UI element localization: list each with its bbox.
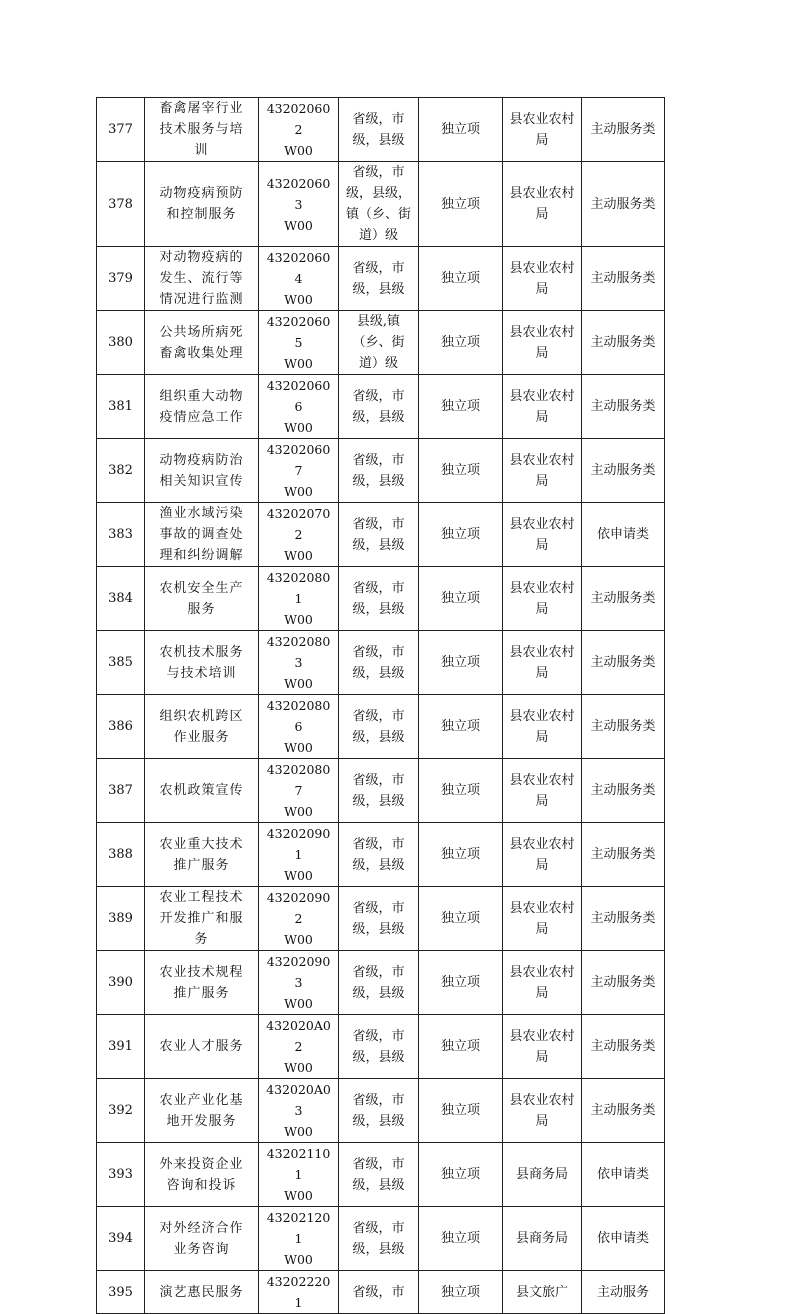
item-type: 独立项 (419, 1015, 503, 1079)
service-code-part: 432020807 (266, 762, 331, 798)
row-number: 390 (97, 951, 145, 1015)
service-code-part: W00 (284, 1252, 313, 1267)
service-code-part: W00 (284, 740, 313, 755)
table-row (97, 98, 665, 162)
service-code-part: 432020604 (266, 250, 331, 286)
table-row (97, 631, 665, 695)
department: 县农业农村局 (503, 567, 582, 631)
service-code-part: W00 (284, 356, 313, 371)
service-name: 畜禽屠宰行业技术服务与培训 (145, 98, 259, 162)
service-level: 省级，市级，县级 (339, 1079, 419, 1143)
row-number: 386 (97, 695, 145, 759)
service-code-part: 432020A02 (266, 1018, 331, 1054)
service-code (259, 162, 339, 247)
item-type: 独立项 (419, 1271, 503, 1314)
service-code-part: 432020901 (266, 826, 331, 862)
service-code-part: 432022201 (266, 1274, 331, 1310)
row-number: 388 (97, 823, 145, 887)
service-code-part: 432020603 (266, 175, 331, 212)
service-code-part: W00 (284, 420, 313, 435)
service-category: 主动服务类 (582, 695, 665, 759)
table-row (97, 567, 665, 631)
service-category: 依申请类 (582, 1207, 665, 1271)
table-row (97, 162, 665, 247)
row-number: 382 (97, 439, 145, 503)
service-code (259, 887, 339, 951)
service-level: 省级，市级，县级 (339, 439, 419, 503)
service-category: 主动服务类 (582, 247, 665, 311)
service-name: 农机政策宣传 (145, 759, 259, 823)
service-code-part: W00 (284, 676, 313, 691)
row-number: 378 (97, 162, 145, 247)
service-code-part: W00 (284, 1188, 313, 1203)
service-code (259, 631, 339, 695)
department: 县农业农村局 (503, 503, 582, 567)
department: 县商务局 (503, 1207, 582, 1271)
services-table-body (97, 98, 665, 1314)
service-code (259, 439, 339, 503)
item-type: 独立项 (419, 1207, 503, 1271)
service-level: 省级，市级，县级 (339, 503, 419, 567)
service-name: 农业人才服务 (145, 1015, 259, 1079)
row-number: 392 (97, 1079, 145, 1143)
service-name: 动物疫病预防和控制服务 (145, 162, 259, 247)
item-type: 独立项 (419, 567, 503, 631)
service-code (259, 1271, 339, 1314)
table-row (97, 247, 665, 311)
item-type: 独立项 (419, 311, 503, 375)
service-level: 县级,镇（乡、街道）级 (339, 311, 419, 375)
service-name: 动物疫病防治相关知识宣传 (145, 439, 259, 503)
table-row (97, 1143, 665, 1207)
service-code-part: 432020803 (266, 634, 331, 670)
service-level: 省级，市级，县级 (339, 823, 419, 887)
service-category: 主动服务类 (582, 567, 665, 631)
item-type: 独立项 (419, 247, 503, 311)
service-code-part: W00 (284, 548, 313, 563)
item-type: 独立项 (419, 375, 503, 439)
department: 县农业农村局 (503, 1015, 582, 1079)
service-code (259, 1207, 339, 1271)
service-name: 外来投资企业咨询和投诉 (145, 1143, 259, 1207)
table-row (97, 1015, 665, 1079)
service-category: 主动服务类 (582, 631, 665, 695)
table-row (97, 439, 665, 503)
table-row (97, 1207, 665, 1271)
service-level: 省级，市级，县级 (339, 567, 419, 631)
service-category: 主动服务类 (582, 162, 665, 247)
service-code (259, 695, 339, 759)
service-name: 农业技术规程推广服务 (145, 951, 259, 1015)
service-code-part: 432020605 (266, 314, 331, 350)
service-category: 依申请类 (582, 503, 665, 567)
service-code-part: 432020903 (266, 954, 331, 990)
table-row (97, 823, 665, 887)
service-category: 主动服务类 (582, 375, 665, 439)
department: 县农业农村局 (503, 951, 582, 1015)
service-name: 对外经济合作业务咨询 (145, 1207, 259, 1271)
row-number: 383 (97, 503, 145, 567)
service-code (259, 1079, 339, 1143)
service-level: 省级，市级，县级 (339, 631, 419, 695)
row-number: 394 (97, 1207, 145, 1271)
table-row (97, 311, 665, 375)
service-code-part: 432020602 (266, 101, 331, 137)
row-number: 393 (97, 1143, 145, 1207)
item-type: 独立项 (419, 759, 503, 823)
table-row (97, 759, 665, 823)
service-category: 主动服务类 (582, 887, 665, 951)
table-row (97, 1271, 665, 1314)
department: 县文旅广 (503, 1271, 582, 1314)
service-name: 农业工程技术开发推广和服务 (145, 887, 259, 951)
service-category: 主动服务类 (582, 311, 665, 375)
department: 县农业农村局 (503, 311, 582, 375)
service-code-part: W00 (284, 868, 313, 883)
service-category: 主动服务类 (582, 98, 665, 162)
service-category: 主动服务类 (582, 759, 665, 823)
service-code (259, 503, 339, 567)
department: 县农业农村局 (503, 823, 582, 887)
service-code-part: W00 (284, 1124, 313, 1139)
service-code-part: W00 (284, 292, 313, 307)
department: 县农业农村局 (503, 1079, 582, 1143)
item-type: 独立项 (419, 1143, 503, 1207)
service-category: 主动服务类 (582, 439, 665, 503)
department: 县农业农村局 (503, 631, 582, 695)
department: 县农业农村局 (503, 439, 582, 503)
service-code-part: 432021101 (266, 1146, 331, 1182)
service-level: 省级，市 (339, 1271, 419, 1314)
service-code-part: 432020702 (266, 506, 331, 542)
service-code (259, 98, 339, 162)
department: 县农业农村局 (503, 887, 582, 951)
service-code-part: 432020801 (266, 570, 331, 606)
service-name: 对动物疫病的发生、流行等情况进行监测 (145, 247, 259, 311)
service-level: 省级，市级，县级 (339, 98, 419, 162)
service-level: 省级，市级，县级 (339, 759, 419, 823)
row-number: 385 (97, 631, 145, 695)
department: 县农业农村局 (503, 162, 582, 247)
service-level: 省级，市级，县级 (339, 1207, 419, 1271)
table-row (97, 1079, 665, 1143)
service-code-part: 432020806 (266, 698, 331, 734)
service-code (259, 311, 339, 375)
service-level: 省级，市级，县级 (339, 951, 419, 1015)
service-name: 演艺惠民服务 (145, 1271, 259, 1314)
service-code-part: W00 (284, 932, 313, 947)
service-name: 组织农机跨区作业服务 (145, 695, 259, 759)
row-number: 391 (97, 1015, 145, 1079)
service-level: 省级，市级，县级 (339, 695, 419, 759)
item-type: 独立项 (419, 823, 503, 887)
service-name: 公共场所病死畜禽收集处理 (145, 311, 259, 375)
item-type: 独立项 (419, 439, 503, 503)
department: 县农业农村局 (503, 759, 582, 823)
service-code (259, 823, 339, 887)
service-code (259, 375, 339, 439)
table-row (97, 951, 665, 1015)
row-number: 384 (97, 567, 145, 631)
service-code (259, 951, 339, 1015)
item-type: 独立项 (419, 887, 503, 951)
service-level: 省级，市级，县级，镇（乡、街道）级 (339, 162, 419, 247)
service-name: 农业重大技术推广服务 (145, 823, 259, 887)
row-number: 379 (97, 247, 145, 311)
service-code-part: W00 (284, 804, 313, 819)
service-level: 省级，市级，县级 (339, 887, 419, 951)
row-number: 381 (97, 375, 145, 439)
department: 县农业农村局 (503, 98, 582, 162)
service-code-part: 432021201 (266, 1210, 331, 1246)
service-code-part: W00 (284, 484, 313, 499)
service-category: 主动服务类 (582, 1079, 665, 1143)
item-type: 独立项 (419, 1079, 503, 1143)
service-code (259, 1015, 339, 1079)
service-category: 依申请类 (582, 1143, 665, 1207)
row-number: 389 (97, 887, 145, 951)
service-code-part: W00 (284, 143, 313, 158)
service-code (259, 247, 339, 311)
service-category: 主动服务类 (582, 1015, 665, 1079)
item-type: 独立项 (419, 631, 503, 695)
row-number: 395 (97, 1271, 145, 1314)
service-code-part: 432020902 (266, 890, 331, 926)
table-row (97, 695, 665, 759)
service-level: 省级，市级，县级 (339, 1143, 419, 1207)
service-category: 主动服务类 (582, 951, 665, 1015)
department: 县农业农村局 (503, 695, 582, 759)
service-code-part: W00 (284, 612, 313, 627)
service-code-part: 432020A03 (266, 1082, 331, 1118)
service-category: 主动服务类 (582, 823, 665, 887)
service-code (259, 759, 339, 823)
table-row (97, 887, 665, 951)
department: 县商务局 (503, 1143, 582, 1207)
service-level: 省级，市级，县级 (339, 1015, 419, 1079)
department: 县农业农村局 (503, 375, 582, 439)
row-number: 380 (97, 311, 145, 375)
service-name: 农业产业化基地开发服务 (145, 1079, 259, 1143)
item-type: 独立项 (419, 503, 503, 567)
service-code (259, 567, 339, 631)
service-name: 农机技术服务与技术培训 (145, 631, 259, 695)
service-name: 农机安全生产服务 (145, 567, 259, 631)
item-type: 独立项 (419, 951, 503, 1015)
service-code-part: W00 (284, 217, 313, 233)
item-type: 独立项 (419, 162, 503, 247)
table-row (97, 503, 665, 567)
service-code-part: W00 (284, 1060, 313, 1075)
service-category: 主动服务 (582, 1271, 665, 1314)
services-table (96, 97, 665, 1314)
service-level: 省级，市级，县级 (339, 375, 419, 439)
service-name: 渔业水域污染事故的调查处理和纠纷调解 (145, 503, 259, 567)
service-level: 省级，市级，县级 (339, 247, 419, 311)
row-number: 377 (97, 98, 145, 162)
item-type: 独立项 (419, 98, 503, 162)
table-row (97, 375, 665, 439)
service-name: 组织重大动物疫情应急工作 (145, 375, 259, 439)
row-number: 387 (97, 759, 145, 823)
item-type: 独立项 (419, 695, 503, 759)
department: 县农业农村局 (503, 247, 582, 311)
service-code (259, 1143, 339, 1207)
service-code-part: W00 (284, 996, 313, 1011)
service-code-part: 432020606 (266, 378, 331, 414)
service-code-part: 432020607 (266, 442, 331, 478)
